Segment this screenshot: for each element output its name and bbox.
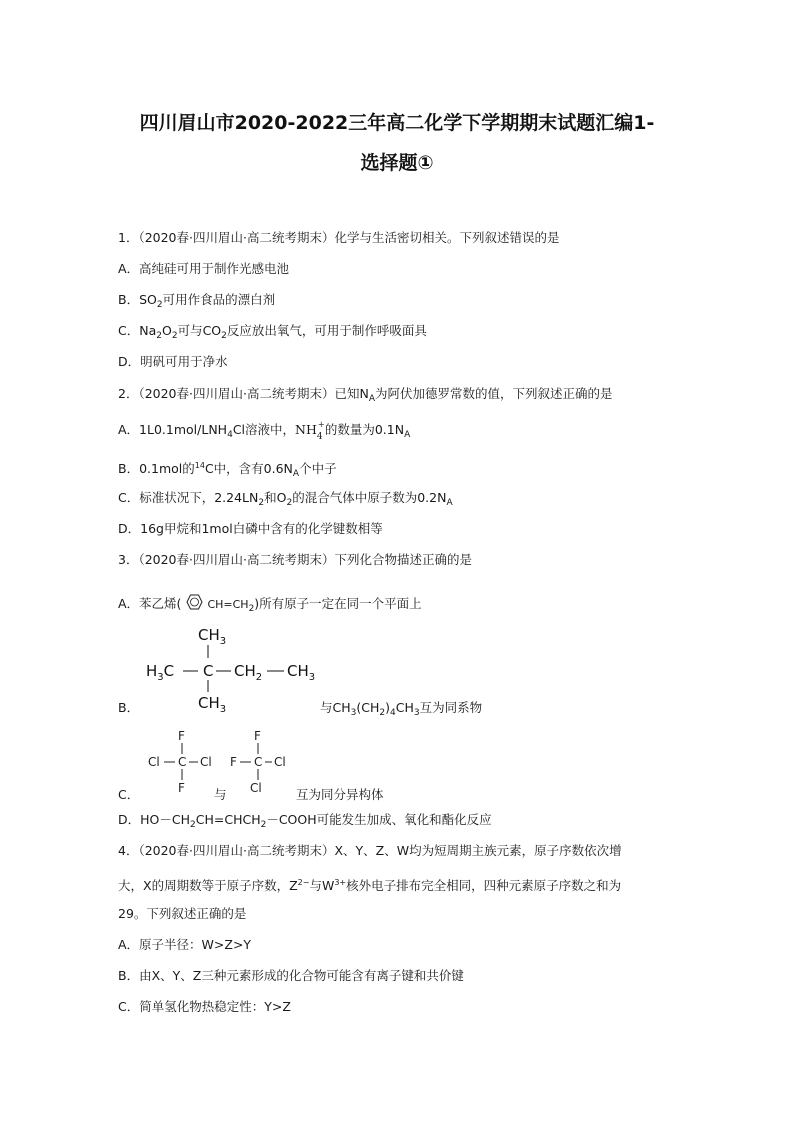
struct-c1-left: Cl: [148, 755, 160, 769]
q1-option-b: B．$SO_2$可用作食品的漂白剂: [118, 292, 276, 310]
q3-option-a: A．苯乙烯( $CH=CH_2$)所有原子一定在同一个平面上: [118, 592, 422, 617]
struct-c2-top: F: [254, 729, 261, 743]
q4-stem-line1: 4．（2020春·四川眉山·高二统考期末）X、Y、Z、W均为短周期主族元素，原子序数依次增: [118, 843, 622, 858]
struct-b-center: C: [203, 662, 214, 680]
struct-c1-top: F: [178, 729, 185, 743]
q3-option-c-label: C．: [118, 787, 140, 802]
q4-option-c: C．简单氢化物热稳定性：Y>Z: [118, 999, 291, 1014]
q2-stem: 2．（2020春·四川眉山·高二统考期末）已知$N_A$为阿伏加德罗常数的值，下列叙述正确的是: [118, 386, 613, 404]
struct-b-right: $CH_3$: [287, 662, 316, 683]
q1-stem: 1．（2020春·四川眉山·高二统考期末）化学与生活密切相关。下列叙述错误的是: [118, 230, 560, 245]
q1-option-d: D．明矾可用于净水: [118, 354, 228, 369]
struct-c2-left: F: [230, 755, 237, 769]
q4-stem-line2: 大，X的周期数等于原子序数，$Z^{2-}$与$W^{3+}$核外电子排布完全相同，四种元素原子序数之和为: [118, 878, 622, 893]
q3-option-b-label: B．: [118, 700, 140, 715]
q3-b-structure: [140, 620, 340, 716]
struct-b-top: $CH_3$: [198, 626, 227, 647]
q3-c-structure-2: [226, 726, 300, 796]
q2-option-a: A．$1L0.1mol/LNH_4Cl$溶液中，NH 4 + 的数量为$0.1N_A$: [118, 420, 411, 442]
q4-option-a: A．原子半径：W>Z>Y: [118, 937, 252, 952]
q2-option-c: C．标准状况下，$2.24LN_2$和$O_2$的混合气体中原子数为$0.2N_A$: [118, 490, 453, 508]
struct-c2-bottom: Cl: [250, 781, 262, 795]
q3-c-structure-1: [144, 726, 218, 796]
struct-c1-right: Cl: [200, 755, 212, 769]
q2-option-b: B．0.1mol的$^{14}$C中，含有$0.6N_A$个中子: [118, 461, 337, 479]
struct-b-bottom: $CH_3$: [198, 694, 227, 715]
q3-option-c-and: 与: [214, 787, 227, 802]
benzene-ring-icon: [181, 592, 207, 612]
q2-option-d: D．16g甲烷和1mol白磷中含有的化学键数相等: [118, 521, 383, 536]
q3-stem: 3．（2020春·四川眉山·高二统考期末）下列化合物描述正确的是: [118, 552, 472, 567]
struct-b-mid: $CH_2$: [234, 662, 263, 683]
q3-option-b-text: 与$CH_3(CH_2)_4CH_3$互为同系物: [320, 700, 483, 718]
page-title-line1: 四川眉山市2020-2022三年高二化学下学期期末试题汇编1-: [139, 112, 655, 134]
q1-option-a: A．高纯硅可用于制作光感电池: [118, 261, 290, 276]
page-title-line2: 选择题①: [360, 152, 434, 174]
struct-c1-center: C: [178, 755, 187, 769]
q1-option-c: C．$Na_2O_2$可与$CO_2$反应放出氧气，可用于制作呼吸面具: [118, 323, 427, 341]
q3-option-d: D．$HO-CH_2CH=CHCH_2-COOH$可能发生加成、氧化和酯化反应: [118, 812, 492, 830]
struct-c2-center: C: [254, 755, 263, 769]
struct-c1-bottom: F: [178, 781, 185, 795]
struct-c2-right: Cl: [274, 755, 286, 769]
q3-option-c-text: 互为同分异构体: [296, 787, 384, 802]
struct-b-left: $H_3C$: [146, 662, 175, 683]
q4-stem-line3: 29。下列叙述正确的是: [118, 906, 247, 921]
q4-option-b: B．由X、Y、Z三种元素形成的化合物可能含有离子键和共价键: [118, 968, 464, 983]
